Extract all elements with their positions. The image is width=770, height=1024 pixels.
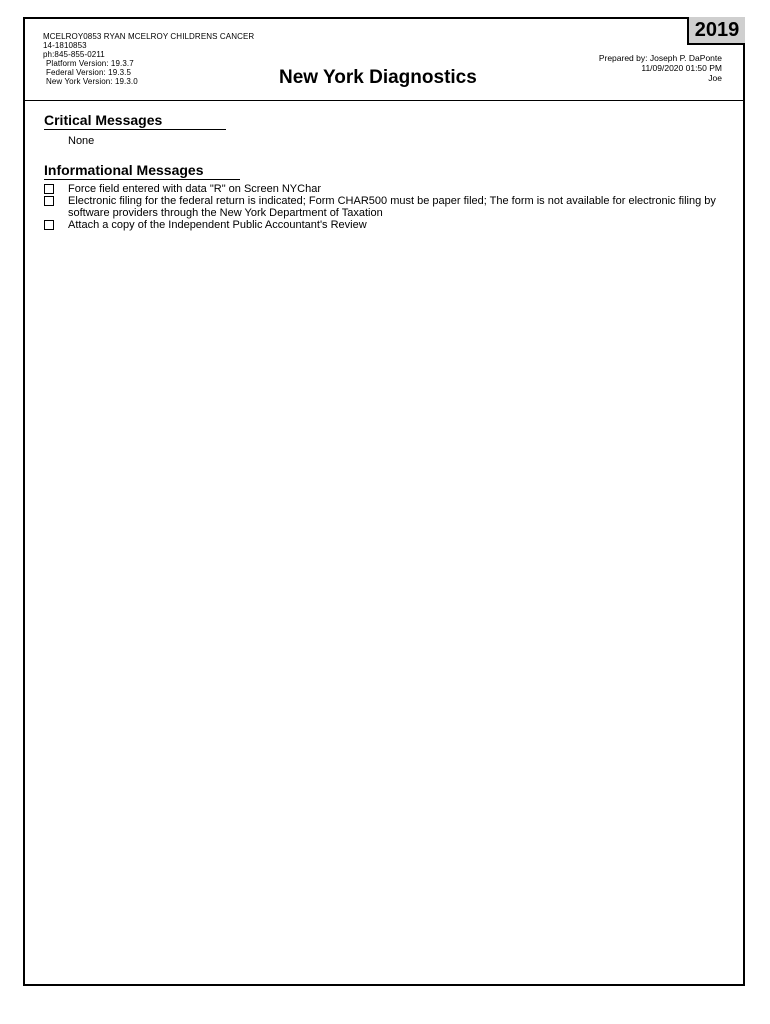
message-item [43,219,723,231]
page-frame [23,17,745,986]
phone: ph:845-855-0211 [43,50,105,59]
tax-year-badge: 2019 [687,17,745,45]
critical-none-text: None [68,135,95,147]
preparer-info [599,53,722,83]
message-text: Electronic filing for the federal return is indicated; Form CHAR500 must be paper filed; The form is not available for electronic filing by software providers through the New York Department of Taxation [68,195,716,219]
message-text: Attach a copy of the Independent Public Accountant's Review [68,219,367,231]
prepared-by: Prepared by: Joseph P. DaPonte [598,53,722,63]
client-name: MCELROY0853 RYAN MCELROY CHILDRENS CANCER [43,32,255,41]
informational-message-list [43,183,723,231]
prepared-datetime: 11/09/2020 01:50 PM [641,63,722,73]
message-checkbox[interactable] [44,196,54,206]
message-text: Force field entered with data "R" on Screen NYChar [68,183,321,195]
message-item [43,195,723,219]
informational-messages-heading: Informational Messages [44,162,240,180]
client-info [43,32,254,86]
platform-version: Platform Version: 19.3.7 [46,59,134,68]
critical-messages-heading: Critical Messages [44,112,226,130]
message-item [43,183,723,195]
page-title: New York Diagnostics [279,67,477,88]
user-name: Joe [708,73,722,83]
federal-version: Federal Version: 19.3.5 [46,68,132,77]
state-version: New York Version: 19.3.0 [46,77,138,86]
ein: 14-1810853 [43,41,87,50]
message-checkbox[interactable] [44,184,54,194]
message-checkbox[interactable] [44,220,54,230]
report-header [25,19,743,101]
